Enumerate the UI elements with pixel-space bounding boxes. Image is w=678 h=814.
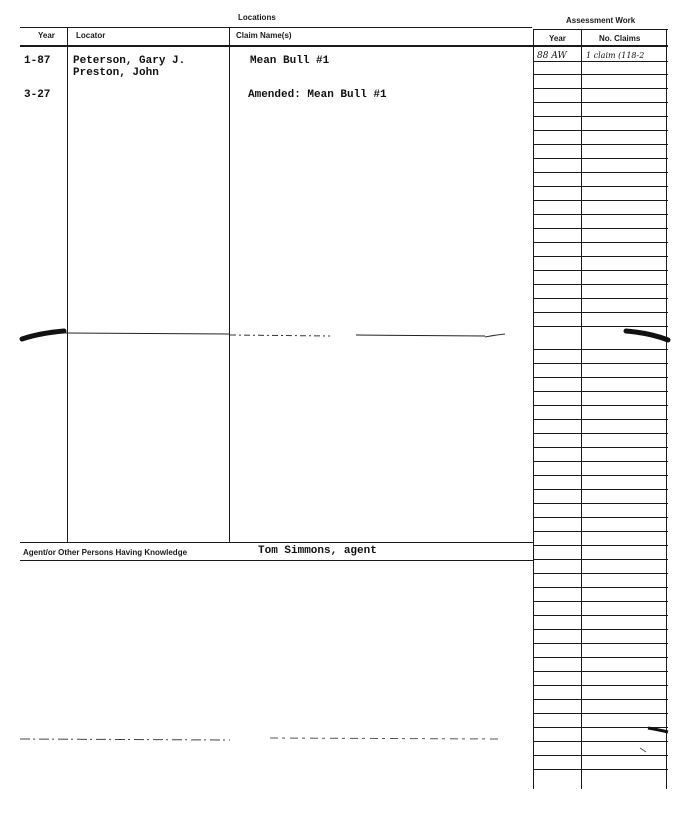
aw-entry-claims: 1 claim (118-2 (586, 51, 645, 60)
col-claim-names-header: Claim Name(s) (236, 31, 292, 40)
header-assessment-work: Assessment Work (566, 16, 636, 25)
col-year-header: Year (38, 31, 55, 40)
aw-entry-year: 88 AW (537, 51, 567, 61)
agent-value: Tom Simmons, agent (258, 545, 377, 557)
col-aw-year-header: Year (549, 34, 566, 43)
header-locations: Locations (238, 13, 276, 22)
entry-locator: Preston, John (73, 67, 159, 79)
agent-label: Agent/or Other Persons Having Knowledge (23, 548, 188, 557)
entry-year: 3-27 (24, 89, 51, 101)
col-no-claims-header: No. Claims (599, 34, 641, 43)
entry-year: 1-87 (24, 55, 51, 67)
entry-claim-name: Amended: Mean Bull #1 (248, 89, 387, 101)
col-locator-header: Locator (76, 31, 106, 40)
entry-locator: Peterson, Gary J. (73, 55, 186, 67)
entry-claim-name: Mean Bull #1 (250, 55, 330, 67)
